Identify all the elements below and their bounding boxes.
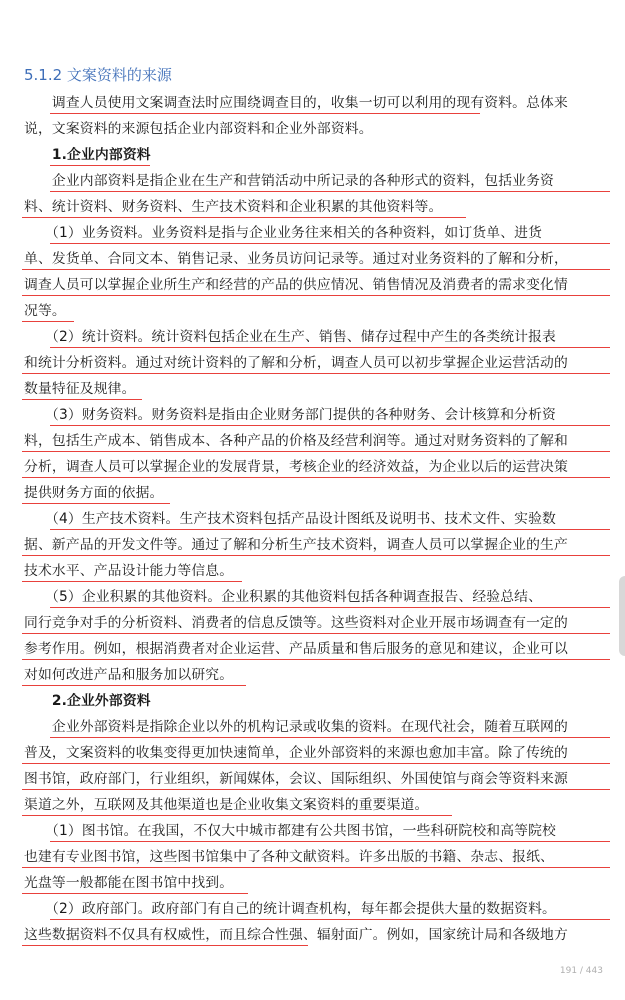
text-line: 据、新产品的开发文件等。通过了解和分析生产技术资料，调查人员可以掌握企业的生产: [24, 537, 568, 553]
annotation-underline: [22, 503, 170, 504]
annotation-underline: [22, 581, 242, 582]
annotation-underline: [22, 269, 610, 270]
annotation-underline: [22, 477, 610, 478]
subheading-external: 2.企业外部资料: [24, 693, 151, 709]
annotation-underline: [50, 737, 610, 738]
annotation-underline: [50, 607, 610, 608]
annotation-underline: [50, 841, 610, 842]
annotation-underline: [22, 399, 142, 400]
annotation-underline: [22, 451, 610, 452]
text-line: 参考作用。例如，根据消费者对企业运营、产品质量和售后服务的意见和建议，企业可以: [24, 641, 568, 657]
annotation-underline: [50, 425, 610, 426]
annotation-underline: [50, 529, 610, 530]
text-line: 图书馆，政府部门，行业组织，新闻媒体，会议、国际组织、外国使馆与商会等资料来源: [24, 771, 568, 787]
text-line: （2）统计资料。统计资料包括企业在生产、销售、储存过程中产生的各类统计报表: [24, 329, 557, 345]
text-line: 对如何改进产品和服务加以研究。: [24, 667, 234, 683]
subheading-internal: 1.企业内部资料: [24, 147, 151, 163]
annotation-underline: [22, 945, 308, 946]
annotation-underline: [22, 321, 74, 322]
text-line: 这些数据资料不仅具有权威性，而且综合性强、辐射面广。例如，国家统计局和各级地方: [24, 927, 568, 943]
annotation-underline: [22, 893, 248, 894]
annotation-underline: [22, 633, 610, 634]
text-line: 渠道之外，互联网及其他渠道也是企业收集文案资料的重要渠道。: [24, 797, 429, 813]
annotation-underline: [22, 217, 466, 218]
text-line: （2）政府部门。政府部门有自己的统计调查机构，每年都会提供大量的数据资料。: [24, 901, 557, 917]
annotation-underline: [22, 555, 610, 556]
annotation-underline: [22, 685, 246, 686]
text-line: 企业内部资料是指企业在生产和营销活动中所记录的各种形式的资料，包括业务资: [24, 173, 554, 189]
annotation-underline: [50, 113, 480, 114]
text-line: 普及，文案资料的收集变得更加快速简单，企业外部资料的来源也愈加丰富。除了传统的: [24, 745, 568, 761]
text-line: 和统计分析资料。通过对统计资料的了解和分析，调查人员可以初步掌握企业运营活动的: [24, 355, 568, 371]
text-line: （5）企业积累的其他资料。企业积累的其他资料包括各种调查报告、经验总结、: [24, 589, 543, 605]
annotation-underline: [50, 191, 610, 192]
text-line: 单、发货单、合同文本、销售记录、业务员访问记录等。通过对业务资料的了解和分析，: [24, 251, 568, 267]
text-line: （1）业务资料。业务资料是指与企业业务往来相关的各种资料，如订货单、进货: [24, 225, 543, 241]
annotation-underline: [22, 295, 610, 296]
text-line: 数量特征及规律。: [24, 381, 136, 397]
annotation-underline: [22, 763, 610, 764]
annotation-underline: [50, 165, 150, 166]
annotation-underline: [22, 789, 610, 790]
annotation-underline: [22, 659, 610, 660]
annotation-underline: [50, 347, 610, 348]
text-line: 同行竞争对手的分析资料、消费者的信息反馈等。这些资料对企业开展市场调查有一定的: [24, 615, 568, 631]
text-line: 提供财务方面的依据。: [24, 485, 164, 501]
text-line: （4）生产技术资料。生产技术资料包括产品设计图纸及说明书、技术文件、实验数: [24, 511, 557, 527]
annotation-underline: [22, 815, 452, 816]
text-line: 技术水平、产品设计能力等信息。: [24, 563, 234, 579]
text-line: （3）财务资料。财务资料是指由企业财务部门提供的各种财务、会计核算和分析资: [24, 407, 557, 423]
text-line: 料，包括生产成本、销售成本、各种产品的价格及经营利润等。通过对财务资料的了解和: [24, 433, 568, 449]
annotation-underline: [50, 243, 610, 244]
annotation-underline: [22, 373, 610, 374]
text-line: 调查人员使用文案调查法时应围绕调查目的，收集一切可以利用的现有资料。总体来: [24, 95, 568, 111]
page-number: 191 / 443: [559, 966, 603, 976]
text-line: 企业外部资料是指除企业以外的机构记录或收集的资料。在现代社会，随着互联网的: [24, 719, 568, 735]
text-line: （1）图书馆。在我国，不仅大中城市都建有公共图书馆，一些科研院校和高等院校: [24, 823, 557, 839]
section-heading: 5.1.2 文案资料的来源: [24, 66, 172, 84]
text-line: 料、统计资料、财务资料、生产技术资料和企业积累的其他资料等。: [24, 199, 443, 215]
annotation-underline: [22, 867, 610, 868]
text-line: 调查人员可以掌握企业所生产和经营的产品的供应情况、销售情况及消费者的需求变化情: [24, 277, 568, 293]
text-line: 光盘等一般都能在图书馆中找到。: [24, 875, 234, 891]
text-line: 分析，调查人员可以掌握企业的发展背景，考核企业的经济效益，为企业以后的运营决策: [24, 459, 568, 475]
text-line: 说，文案资料的来源包括企业内部资料和企业外部资料。: [24, 121, 373, 137]
text-line: 也建有专业图书馆，这些图书馆集中了各种文献资料。许多出版的书籍、杂志、报纸、: [24, 849, 554, 865]
annotation-underline: [50, 919, 610, 920]
text-line: 况等。: [24, 303, 66, 319]
page-edge-handle[interactable]: [619, 576, 625, 656]
